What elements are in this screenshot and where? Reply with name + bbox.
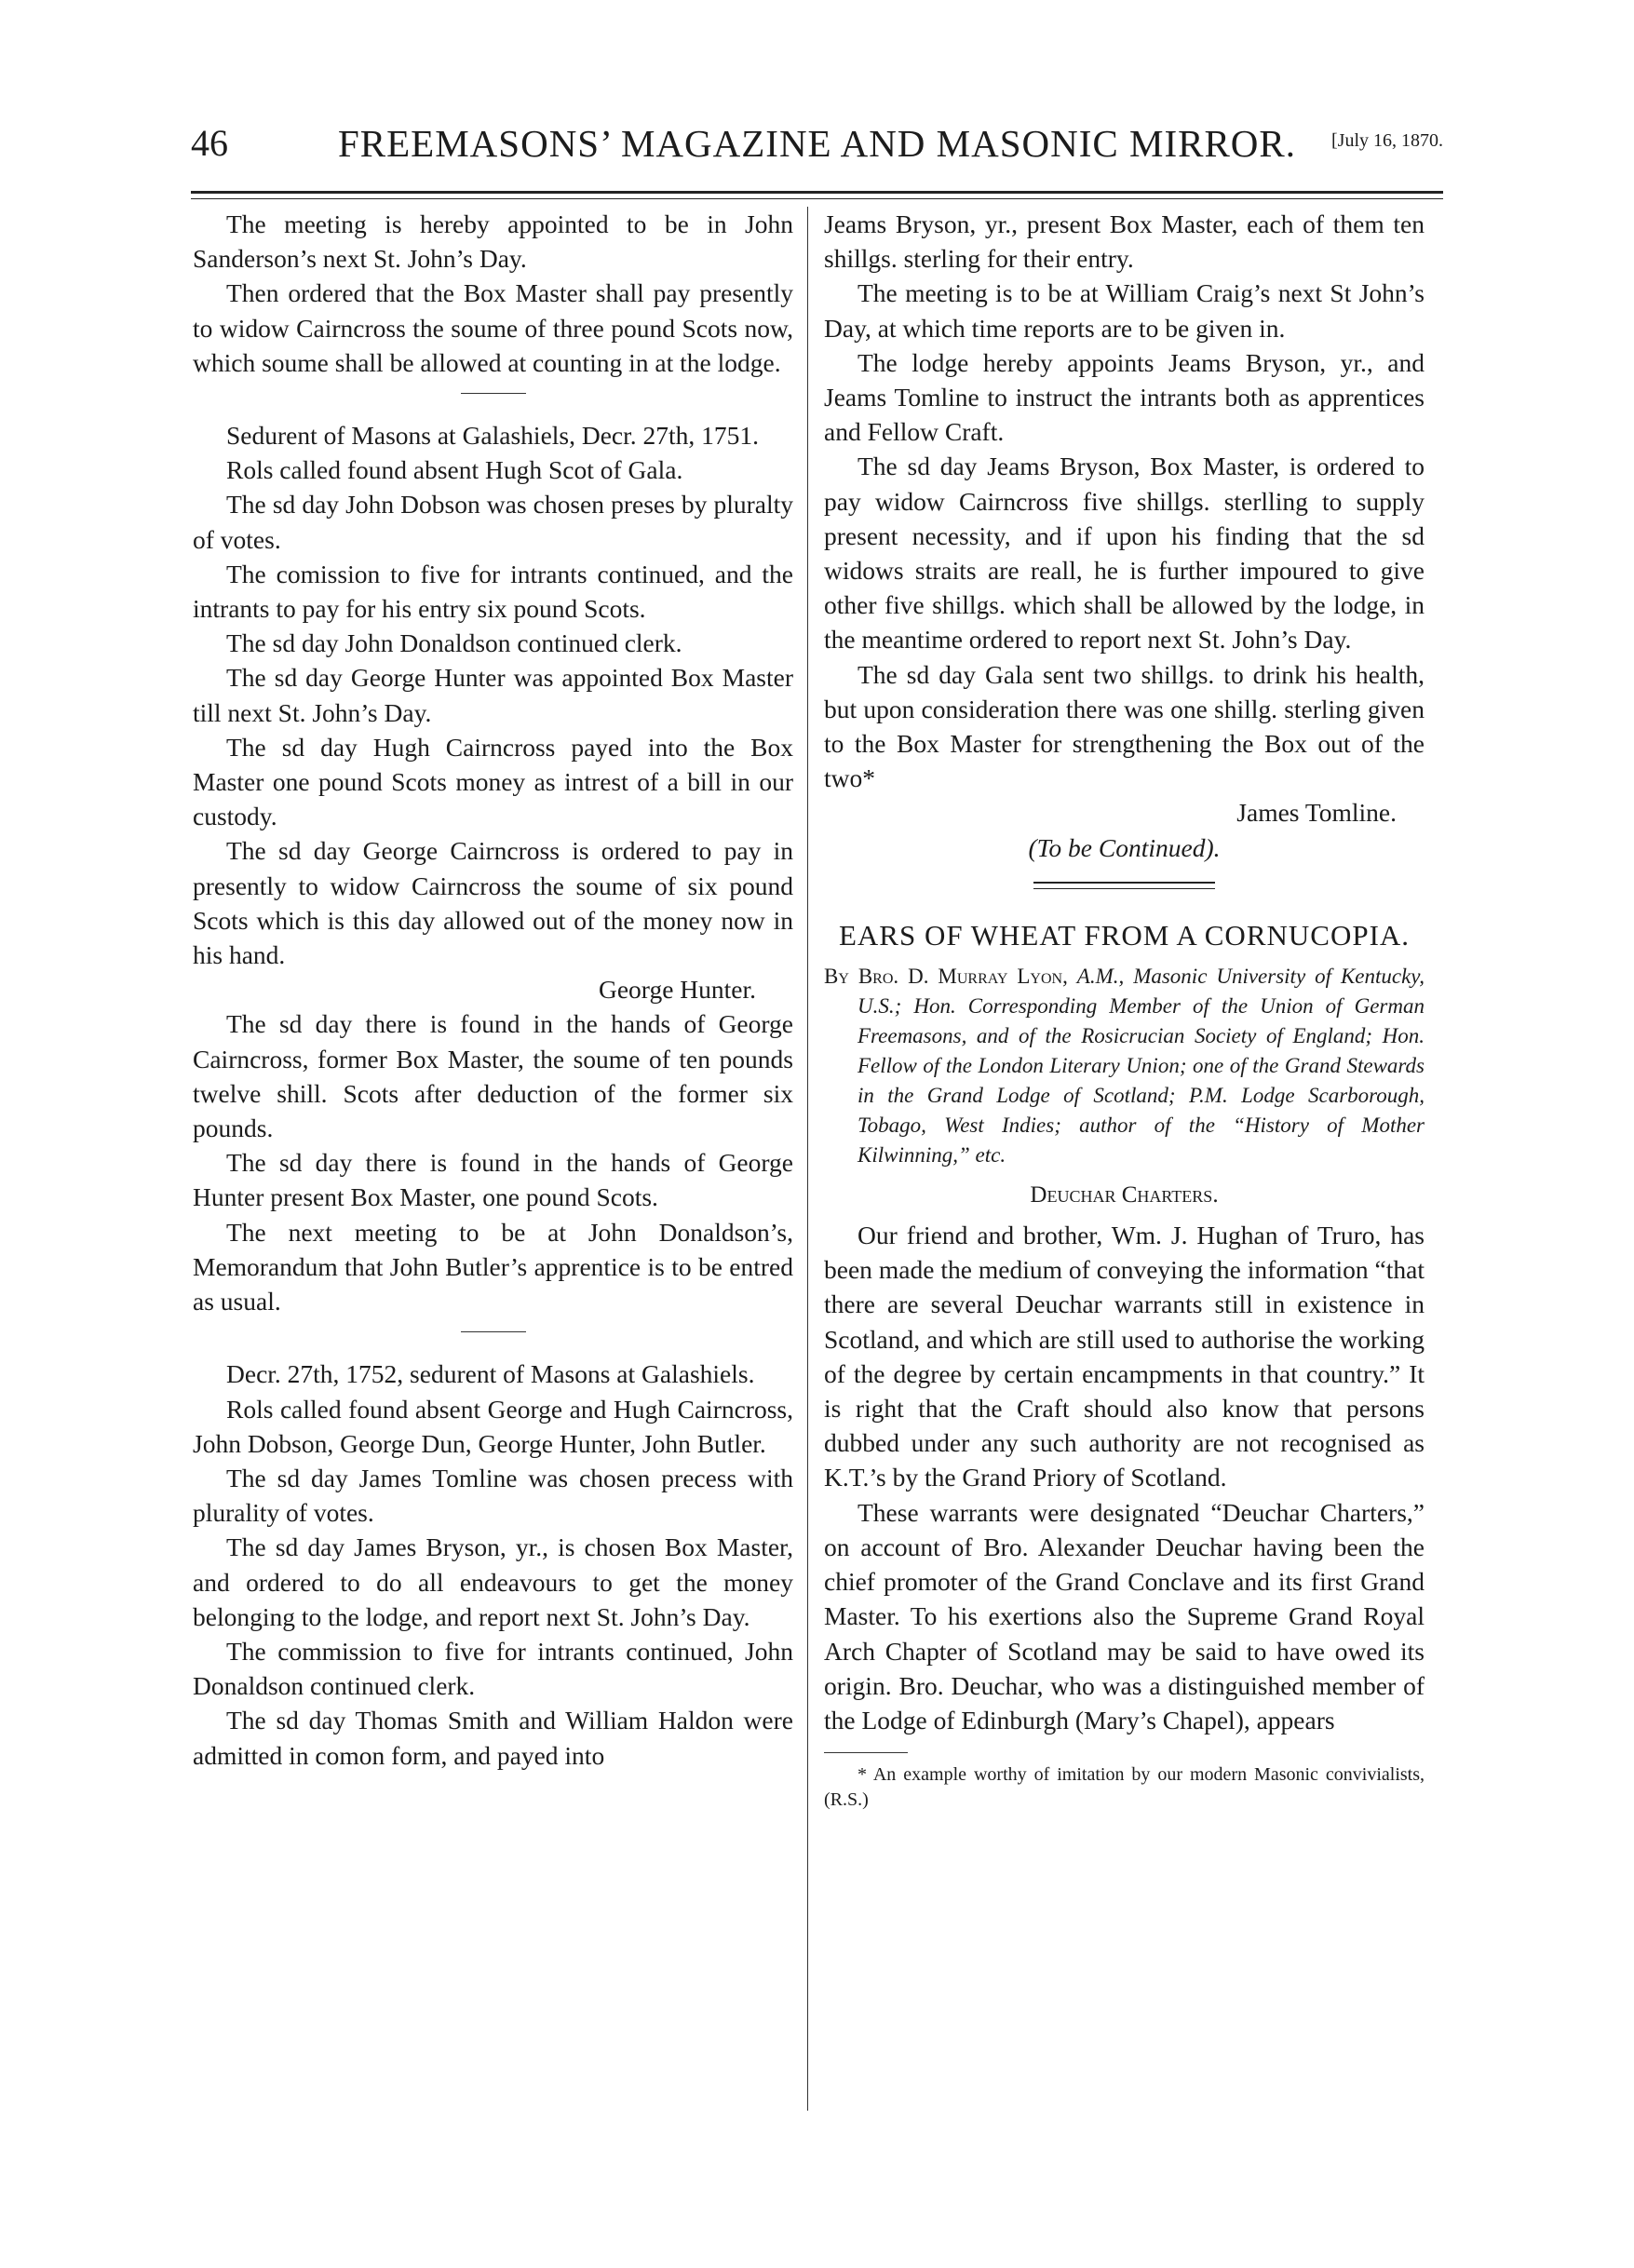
paragraph: The meeting is hereby appointed to be in John Sanderson’s next St. John’s Day. xyxy=(193,209,793,274)
paragraph: The meeting is to be at William Craig’s next St John’s Day, at which time reports are to be given in. xyxy=(824,278,1425,343)
paragraph: The sd day John Donaldson continued clerk. xyxy=(226,628,682,658)
paragraph: The sd day James Tomline was chosen precess with plurality of votes. xyxy=(193,1463,793,1528)
header-rule-thick xyxy=(191,191,1443,194)
paragraph: The next meeting to be at John Donaldson’s, Memorandum that John Butler’s apprentice is to be entred as usual. xyxy=(193,1217,793,1316)
article-byline xyxy=(824,962,1425,1170)
footnote: * An example worthy of imitation by our modern Masonic convivialists, (R.S.) xyxy=(824,1764,1425,1811)
paragraph: Rols called found absent George and Hugh Cairncross, John Dobson, George Dun, George Hunter, John Butler. xyxy=(193,1394,793,1458)
right-column xyxy=(824,207,1425,1813)
author-credentials: A.M., Masonic University of Kentucky, U.S.; Hon. Corresponding Member of the Union of German Freemasons, and of the Rosicrucian Society of England; Hon. Fellow of the London Literary Union; one of the Grand Stewards in the Grand Lodge of Scotland; P.M. Lodge Scarborough, Tobago, West Indies; author of the “History of Mother Kilwinning,” etc. xyxy=(858,964,1425,1167)
paragraph: The lodge hereby appoints Jeams Bryson, yr., and Jeams Tomline to instruct the intrants both as apprentices and Fellow Craft. xyxy=(824,347,1425,447)
paragraph: Decr. 27th, 1752, sedurent of Masons at Galashiels. xyxy=(226,1359,755,1389)
signature: James Tomline. xyxy=(1236,798,1397,828)
paragraph: The sd day there is found in the hands of George Cairncross, former Box Master, the soume of ten pounds twelve shill. Scots after deduction of the former six pounds. xyxy=(193,1009,793,1143)
paragraph: The sd day Thomas Smith and William Haldon were admitted in comon form, and payed into xyxy=(193,1706,793,1770)
paragraph: The comission to five for intrants continued, and the intrants to pay for his entry six pound Scots. xyxy=(193,559,793,624)
page-header xyxy=(191,121,1443,177)
magazine-title: FREEMASONS’ MAGAZINE AND MASONIC MIRROR. xyxy=(337,122,1297,165)
left-column xyxy=(193,207,793,1773)
article-title: EARS OF WHEAT FROM A CORNUCOPIA. xyxy=(838,918,1411,952)
section-separator xyxy=(461,1331,526,1332)
paragraph: The sd day George Hunter was appointed Box Master till next St. John’s Day. xyxy=(193,663,793,727)
article-separator xyxy=(1033,882,1215,884)
article-subheading: Deuchar Charters. xyxy=(1030,1181,1219,1208)
paragraph: The sd day Jeams Bryson, Box Master, is ordered to pay widow Cairncross five shillgs. sterlling to supply present necessity, and if upon his finding that the sd widows straits are reall, he is further impoured to give other five shillgs. which shall be allowed by the lodge, in the meantime ordered to report next St. John’s Day. xyxy=(824,452,1425,655)
paragraph: Rols called found absent Hugh Scot of Gala. xyxy=(226,455,683,485)
paragraph: Our friend and brother, Wm. J. Hughan of Truro, has been made the medium of conveying the information “that there are several Deuchar warrants still in existence in Scotland, and which are still used to authorise the working of the degree by certain encampments in that country.” It is right that the Craft should also know that persons dubbed under any such authority are not recognised as K.T.’s by the Grand Priory of Scotland. xyxy=(824,1221,1425,1492)
paragraph: The sd day Hugh Cairncross payed into the Box Master one pound Scots money as intrest of a bill in our custody. xyxy=(193,732,793,831)
article-separator xyxy=(1033,888,1215,889)
paragraph: The sd day John Dobson was chosen preses by pluralty of votes. xyxy=(193,490,793,554)
paragraph: The sd day George Cairncross is ordered to pay in presently to widow Cairncross the soume of six pound Scots which is this day allowed out of the money now in his hand. xyxy=(193,836,793,970)
footnote-rule xyxy=(824,1752,908,1753)
page-number: 46 xyxy=(191,122,228,164)
paragraph: The commission to five for intrants continued, John Donaldson continued clerk. xyxy=(193,1636,793,1701)
paragraph: Sedurent of Masons at Galashiels, Decr. 27th, 1751. xyxy=(226,421,760,451)
paragraph: Then ordered that the Box Master shall pay presently to widow Cairncross the soume of three pound Scots now, which soume shall be allowed at counting in at the lodge. xyxy=(193,278,793,377)
section-separator xyxy=(461,393,526,394)
author-name: By Bro. D. Murray Lyon, xyxy=(824,964,1068,988)
column-divider xyxy=(807,207,808,2111)
paragraph: These warrants were designated “Deuchar Charters,” on account of Bro. Alexander Deuchar having been the chief promoter of the Grand Conclave and its first Grand Master. To his exertions also the Supreme Grand Royal Arch Chapter of Scotland may be said to have owed its origin. Bro. Deuchar, who was a distinguished member of the Lodge of Edinburgh (Mary’s Chapel), appears xyxy=(824,1497,1425,1735)
header-rule-thin xyxy=(191,198,1443,199)
paragraph: Jeams Bryson, yr., present Box Master, each of them ten shillgs. sterling for their entry. xyxy=(824,209,1425,274)
to-be-continued: (To be Continued). xyxy=(1028,832,1221,862)
paragraph: The sd day James Bryson, yr., is chosen Box Master, and ordered to do all endeavours to get the money belonging to the lodge, and report next St. John’s Day. xyxy=(193,1532,793,1631)
issue-date: [July 16, 1870. xyxy=(1331,130,1443,151)
paragraph: The sd day there is found in the hands of George Hunter present Box Master, one pound Scots. xyxy=(193,1148,793,1212)
signature: George Hunter. xyxy=(598,975,756,1005)
paragraph: The sd day Gala sent two shillgs. to drink his health, but upon consideration there was one shillg. sterling given to the Box Master for strengthening the Box out of the two* xyxy=(824,659,1425,793)
